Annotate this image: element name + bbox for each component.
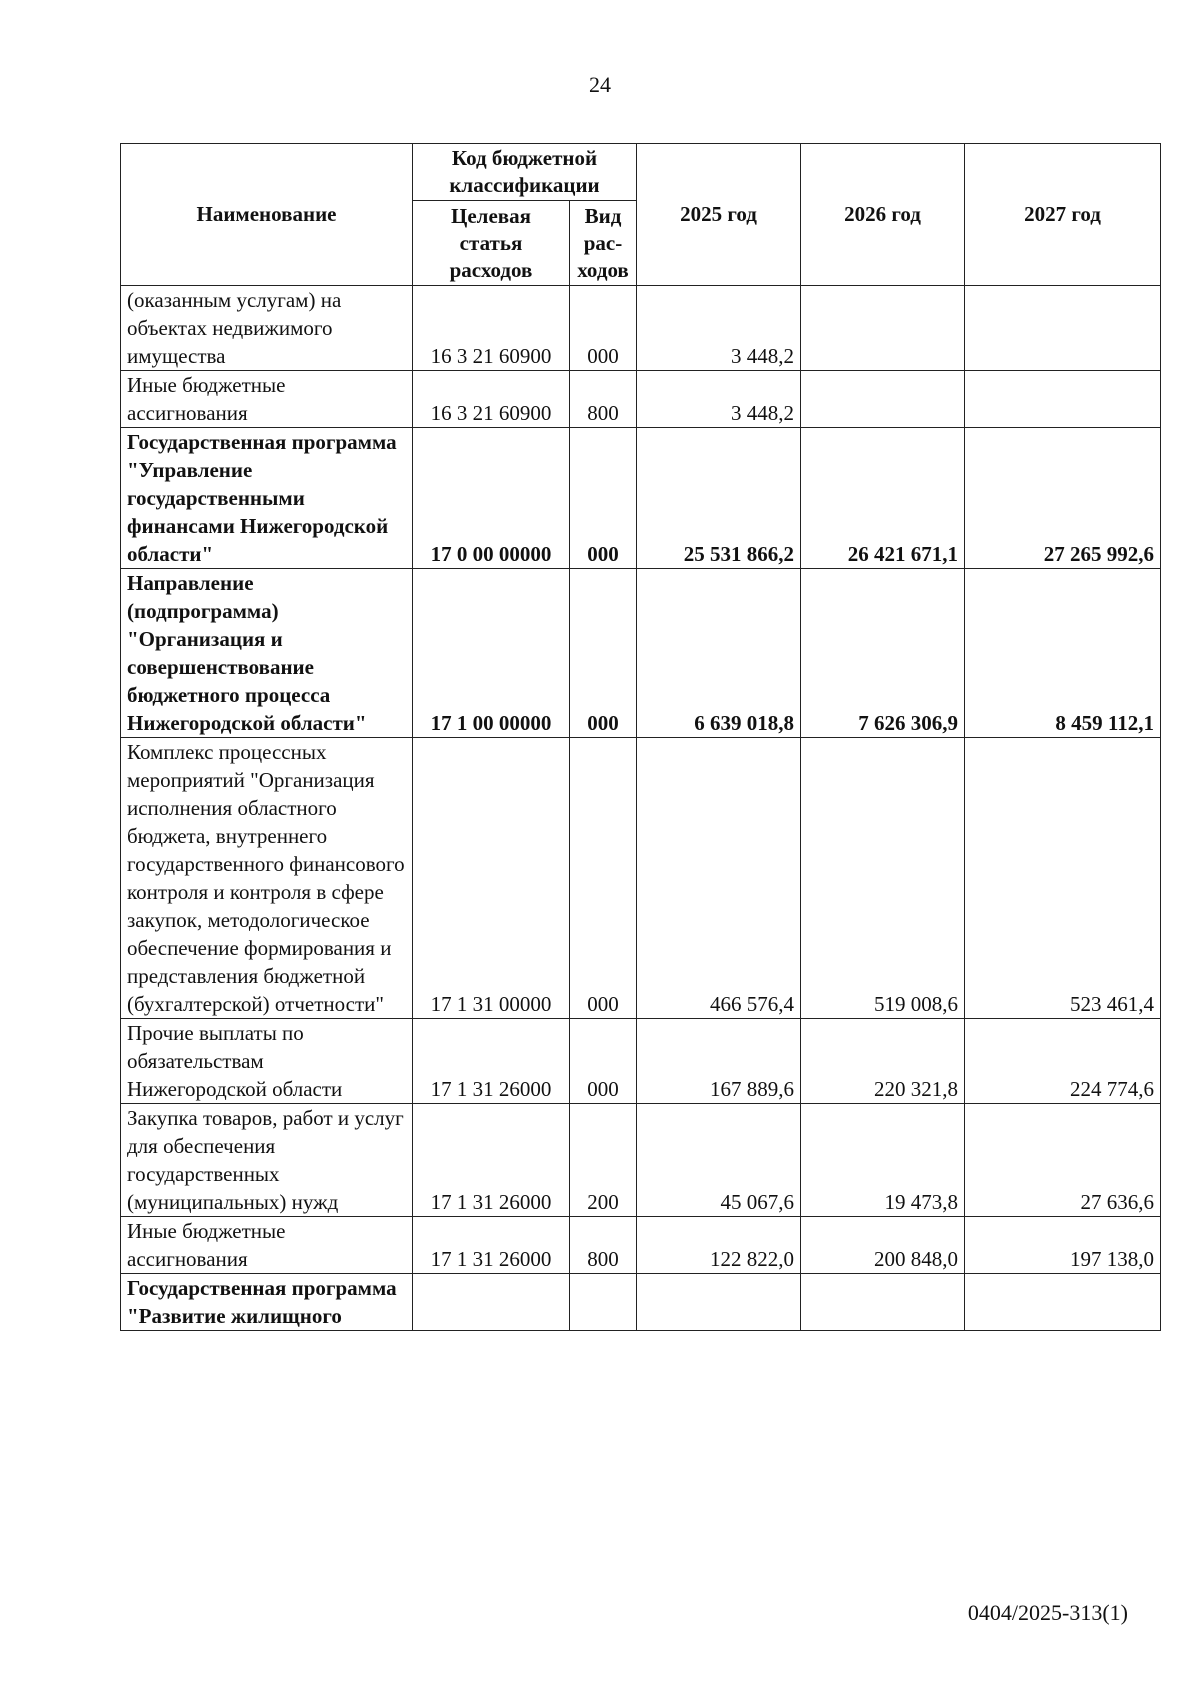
row-vid: 000 <box>570 1019 637 1104</box>
row-2025 <box>637 1274 801 1331</box>
row-2025: 122 822,0 <box>637 1217 801 1274</box>
table-row <box>121 569 1161 738</box>
header-2026: 2026 год <box>801 144 965 286</box>
row-vid: 000 <box>570 738 637 1019</box>
row-name: (оказанным услугам) на объектах недвижимого имущества <box>121 286 413 371</box>
row-2025: 45 067,6 <box>637 1104 801 1217</box>
header-target: Целевая статья расходов <box>413 201 570 286</box>
row-code: 17 0 00 00000 <box>413 428 570 569</box>
header-code-group: Код бюджетной классификации <box>413 144 637 201</box>
row-2027: 197 138,0 <box>965 1217 1161 1274</box>
row-2027 <box>965 1274 1161 1331</box>
table-row <box>121 286 1161 371</box>
row-2026: 200 848,0 <box>801 1217 965 1274</box>
table-row <box>121 1019 1161 1104</box>
row-2025: 466 576,4 <box>637 738 801 1019</box>
row-2027 <box>965 286 1161 371</box>
row-2027: 8 459 112,1 <box>965 569 1161 738</box>
row-code: 16 3 21 60900 <box>413 286 570 371</box>
row-code: 17 1 31 26000 <box>413 1217 570 1274</box>
table-row <box>121 1104 1161 1217</box>
page-number: 24 <box>589 72 611 97</box>
row-2025: 3 448,2 <box>637 286 801 371</box>
row-vid: 000 <box>570 286 637 371</box>
row-2026 <box>801 1274 965 1331</box>
header-vid: Вид рас-ходов <box>570 201 637 286</box>
row-vid: 800 <box>570 371 637 428</box>
document-code: 0404/2025-313(1) <box>967 1600 1128 1625</box>
row-code: 17 1 31 26000 <box>413 1104 570 1217</box>
row-code: 17 1 31 00000 <box>413 738 570 1019</box>
row-name: Иные бюджетные ассигнования <box>121 1217 413 1274</box>
row-2026: 7 626 306,9 <box>801 569 965 738</box>
row-name: Иные бюджетные ассигнования <box>121 371 413 428</box>
row-code: 17 1 31 26000 <box>413 1019 570 1104</box>
table-row <box>121 1217 1161 1274</box>
row-2025: 3 448,2 <box>637 371 801 428</box>
row-2026: 26 421 671,1 <box>801 428 965 569</box>
row-2027 <box>965 371 1161 428</box>
row-2027: 523 461,4 <box>965 738 1161 1019</box>
row-vid: 000 <box>570 428 637 569</box>
row-2027: 27 265 992,6 <box>965 428 1161 569</box>
row-2026: 519 008,6 <box>801 738 965 1019</box>
row-vid: 200 <box>570 1104 637 1217</box>
table-row <box>121 738 1161 1019</box>
header-2025: 2025 год <box>637 144 801 286</box>
row-2026 <box>801 371 965 428</box>
row-name: Государственная программа "Развитие жилищного <box>121 1274 413 1331</box>
table-row <box>121 428 1161 569</box>
row-code <box>413 1274 570 1331</box>
row-vid: 800 <box>570 1217 637 1274</box>
table-row <box>121 1274 1161 1331</box>
row-2027: 27 636,6 <box>965 1104 1161 1217</box>
row-2026: 220 321,8 <box>801 1019 965 1104</box>
header-name: Наименование <box>121 144 413 286</box>
row-name: Комплекс процессных мероприятий "Организация исполнения областного бюджета, внутреннего государственного финансового контроля и контроля в сфере закупок, методологическое обеспечение формирования и представления бюджетной (бухгалтерской) отчетности" <box>121 738 413 1019</box>
header-2027: 2027 год <box>965 144 1161 286</box>
budget-table <box>120 143 1161 1331</box>
row-vid: 000 <box>570 569 637 738</box>
row-code: 16 3 21 60900 <box>413 371 570 428</box>
row-name: Прочие выплаты по обязательствам Нижегородской области <box>121 1019 413 1104</box>
row-2025: 167 889,6 <box>637 1019 801 1104</box>
row-2025: 6 639 018,8 <box>637 569 801 738</box>
row-2026 <box>801 286 965 371</box>
row-name: Направление (подпрограмма) "Организация и совершенствование бюджетного процесса Нижегородской области" <box>121 569 413 738</box>
row-vid <box>570 1274 637 1331</box>
row-name: Государственная программа "Управление государственными финансами Нижегородской области" <box>121 428 413 569</box>
row-code: 17 1 00 00000 <box>413 569 570 738</box>
row-2027: 224 774,6 <box>965 1019 1161 1104</box>
table-row <box>121 371 1161 428</box>
row-name: Закупка товаров, работ и услуг для обеспечения государственных (муниципальных) нужд <box>121 1104 413 1217</box>
row-2026: 19 473,8 <box>801 1104 965 1217</box>
row-2025: 25 531 866,2 <box>637 428 801 569</box>
